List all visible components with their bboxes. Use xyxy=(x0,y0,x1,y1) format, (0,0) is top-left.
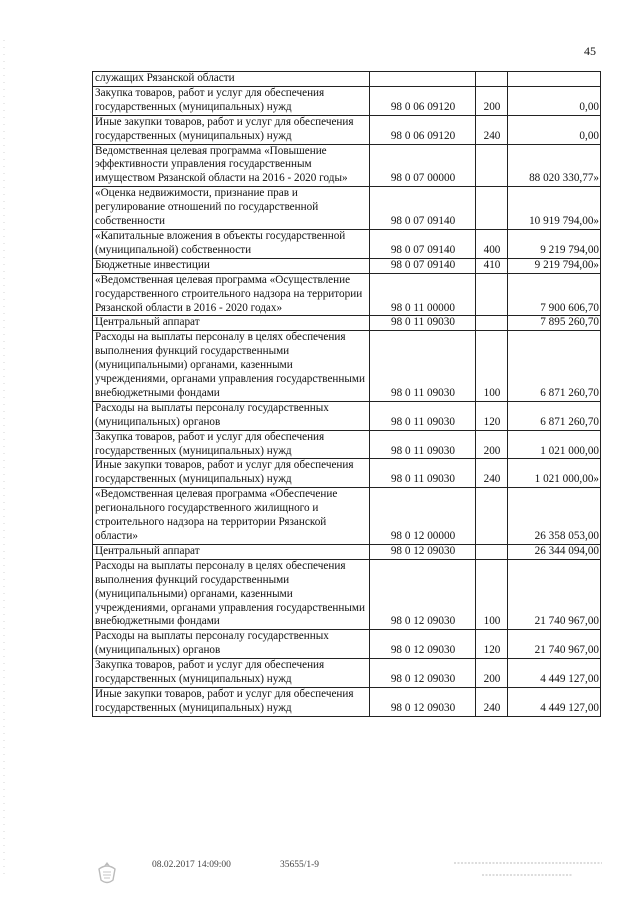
page-number: 45 xyxy=(584,44,596,58)
table-row xyxy=(93,687,601,716)
cell-sum: 0,00 xyxy=(508,115,601,144)
cell-name: служащих Рязанской области xyxy=(93,72,370,87)
cell-sum: 26 344 094,00 xyxy=(508,544,601,559)
cell-csr: 98 0 06 09120 xyxy=(370,86,476,115)
cell-name: «Оценка недвижимости, признание прав и регулирование отношений по государственной собственности xyxy=(93,187,370,230)
table-row xyxy=(93,115,601,144)
table-row xyxy=(93,86,601,115)
cell-vr xyxy=(476,488,508,545)
cell-sum: 88 020 330,77» xyxy=(508,144,601,187)
cell-csr: 98 0 12 09030 xyxy=(370,559,476,630)
budget-table xyxy=(92,71,601,717)
cell-vr: 100 xyxy=(476,559,508,630)
cell-csr: 98 0 11 09030 xyxy=(370,401,476,430)
cell-csr: 98 0 06 09120 xyxy=(370,115,476,144)
footer-date: 08.02.2017 14:09:00 xyxy=(152,860,231,870)
cell-sum: 1 021 000,00 xyxy=(508,430,601,459)
cell-sum: 6 871 260,70 xyxy=(508,401,601,430)
cell-sum: 6 871 260,70 xyxy=(508,331,601,402)
cell-name: Расходы на выплаты персоналу в целях обеспечения выполнения функций государственными (муниципальными) органами, казенными учреждениями, органами управления государственными внебюджетными фондами xyxy=(93,331,370,402)
cell-vr: 200 xyxy=(476,659,508,688)
cell-vr xyxy=(476,144,508,187)
table-row xyxy=(93,401,601,430)
cell-vr: 120 xyxy=(476,401,508,430)
cell-sum: 10 919 794,00» xyxy=(508,187,601,230)
table-row xyxy=(93,316,601,331)
cell-sum xyxy=(508,72,601,87)
cell-name: Закупка товаров, работ и услуг для обеспечения государственных (муниципальных) нужд xyxy=(93,659,370,688)
cell-name: Бюджетные инвестиции xyxy=(93,258,370,273)
cell-vr: 410 xyxy=(476,258,508,273)
cell-sum: 21 740 967,00 xyxy=(508,630,601,659)
footer-doc-number: 35655/1-9 xyxy=(280,860,320,870)
cell-csr: 98 0 11 09030 xyxy=(370,316,476,331)
cell-name: Закупка товаров, работ и услуг для обеспечения государственных (муниципальных) нужд xyxy=(93,86,370,115)
margin-scan-marks xyxy=(2,0,8,910)
table-row xyxy=(93,430,601,459)
cell-name: «Ведомственная целевая программа «Обеспечение регионального государственного жилищного и строительного надзора на территории Рязанской области» xyxy=(93,488,370,545)
cell-csr: 98 0 07 00000 xyxy=(370,144,476,187)
cell-name: «Ведомственная целевая программа «Осуществление государственного строительного надзора на территории Рязанской области в 2016 - 2020 годах» xyxy=(93,273,370,316)
cell-sum: 1 021 000,00» xyxy=(508,459,601,488)
cell-sum: 21 740 967,00 xyxy=(508,559,601,630)
cell-vr: 200 xyxy=(476,86,508,115)
table-row xyxy=(93,488,601,545)
cell-csr: 98 0 07 09140 xyxy=(370,187,476,230)
table-row xyxy=(93,258,601,273)
cell-name: Расходы на выплаты персоналу в целях обеспечения выполнения функций государственными (муниципальными) органами, казенными учреждениями, органами управления государственными внебюджетными фондами xyxy=(93,559,370,630)
cell-csr: 98 0 11 09030 xyxy=(370,331,476,402)
cell-sum: 0,00 xyxy=(508,86,601,115)
cell-sum: 7 895 260,70 xyxy=(508,316,601,331)
cell-sum: 7 900 606,70 xyxy=(508,273,601,316)
cell-csr: 98 0 11 09030 xyxy=(370,430,476,459)
table-row xyxy=(93,229,601,258)
cell-name: Иные закупки товаров, работ и услуг для обеспечения государственных (муниципальных) нужд xyxy=(93,459,370,488)
table-row xyxy=(93,187,601,230)
cell-name: Ведомственная целевая программа «Повышение эффективности управления государственным имуществом Рязанской области на 2016 - 2020 годы» xyxy=(93,144,370,187)
cell-name: «Капитальные вложения в объекты государственной (муниципальной) собственности xyxy=(93,229,370,258)
emblem-icon xyxy=(94,860,120,891)
cell-name: Расходы на выплаты персоналу государственных (муниципальных) органов xyxy=(93,401,370,430)
table-row xyxy=(93,544,601,559)
stamp-icon xyxy=(452,855,612,890)
cell-csr: 98 0 12 00000 xyxy=(370,488,476,545)
table-row xyxy=(93,559,601,630)
table-row xyxy=(93,273,601,316)
cell-vr: 400 xyxy=(476,229,508,258)
cell-name: Центральный аппарат xyxy=(93,544,370,559)
cell-name: Закупка товаров, работ и услуг для обеспечения государственных (муниципальных) нужд xyxy=(93,430,370,459)
cell-vr: 240 xyxy=(476,459,508,488)
cell-vr: 240 xyxy=(476,115,508,144)
table-row xyxy=(93,72,601,87)
cell-sum: 4 449 127,00 xyxy=(508,659,601,688)
cell-name: Расходы на выплаты персоналу государственных (муниципальных) органов xyxy=(93,630,370,659)
table-row xyxy=(93,331,601,402)
cell-sum: 26 358 053,00 xyxy=(508,488,601,545)
cell-vr xyxy=(476,316,508,331)
cell-name: Иные закупки товаров, работ и услуг для обеспечения государственных (муниципальных) нужд xyxy=(93,115,370,144)
cell-csr: 98 0 12 09030 xyxy=(370,659,476,688)
cell-vr xyxy=(476,72,508,87)
cell-csr: 98 0 07 09140 xyxy=(370,258,476,273)
cell-csr: 98 0 07 09140 xyxy=(370,229,476,258)
table-row xyxy=(93,659,601,688)
cell-vr xyxy=(476,273,508,316)
table-row xyxy=(93,459,601,488)
cell-vr xyxy=(476,544,508,559)
cell-csr: 98 0 12 09030 xyxy=(370,544,476,559)
cell-csr: 98 0 12 09030 xyxy=(370,630,476,659)
cell-csr: 98 0 12 09030 xyxy=(370,687,476,716)
cell-csr xyxy=(370,72,476,87)
cell-vr: 100 xyxy=(476,331,508,402)
cell-name: Иные закупки товаров, работ и услуг для обеспечения государственных (муниципальных) нужд xyxy=(93,687,370,716)
table-row xyxy=(93,144,601,187)
table-row xyxy=(93,630,601,659)
cell-vr xyxy=(476,187,508,230)
cell-sum: 4 449 127,00 xyxy=(508,687,601,716)
cell-csr: 98 0 11 09030 xyxy=(370,459,476,488)
cell-vr: 240 xyxy=(476,687,508,716)
cell-sum: 9 219 794,00 xyxy=(508,229,601,258)
cell-csr: 98 0 11 00000 xyxy=(370,273,476,316)
cell-name: Центральный аппарат xyxy=(93,316,370,331)
cell-sum: 9 219 794,00» xyxy=(508,258,601,273)
cell-vr: 200 xyxy=(476,430,508,459)
cell-vr: 120 xyxy=(476,630,508,659)
